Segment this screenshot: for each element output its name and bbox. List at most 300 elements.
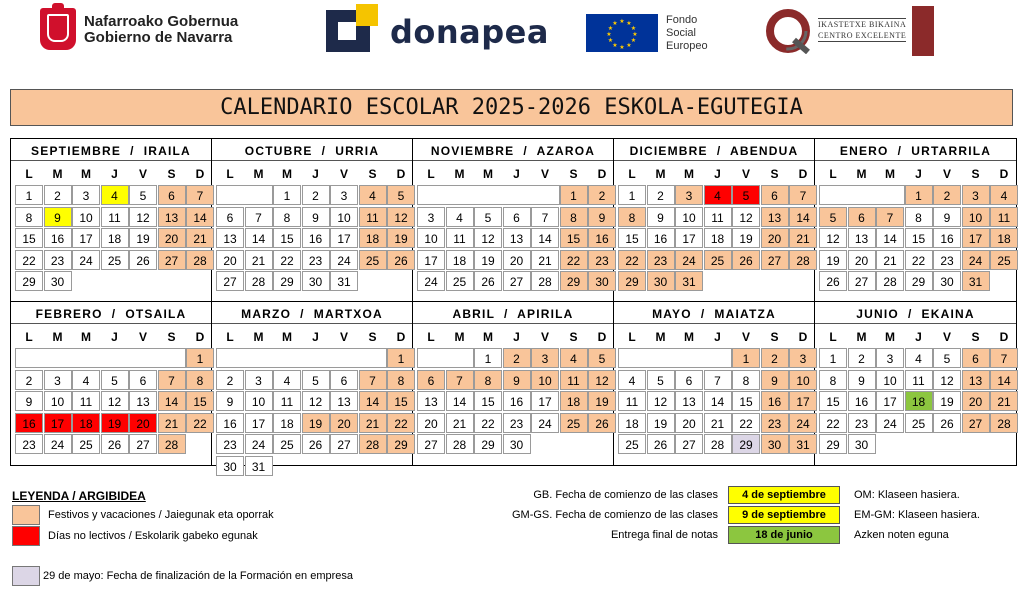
holiday-day-cell: 15 [560,228,588,248]
svg-text:★: ★ [607,37,614,44]
holiday-day-cell: 23 [647,250,675,270]
day-cell: 17 [531,391,559,411]
holiday-day-cell: 5 [819,207,847,227]
holiday-day-cell: 12 [588,370,616,390]
holiday-day-cell: 25 [560,413,588,433]
weekday-label: S [368,330,377,344]
day-cell: 26 [129,250,157,270]
day-cell: 19 [933,391,961,411]
holiday-day-cell: 27 [158,250,186,270]
day-cell: 9 [933,207,961,227]
day-cell: 27 [848,271,876,291]
holiday-day-cell: 19 [302,413,330,433]
day-cell: 15 [618,228,646,248]
day-cell: 18 [101,228,129,248]
day-cell: 28 [531,271,559,291]
holiday-day-cell: 7 [446,370,474,390]
holiday-day-cell: 7 [158,370,186,390]
holiday-day-cell: 3 [962,185,990,205]
day-cell: 23 [503,413,531,433]
holiday-day-cell: 3 [789,348,817,368]
day-cell: 5 [302,370,330,390]
weekday-label: J [312,330,319,344]
ikastetxe-seal-icon [764,8,816,54]
day-cell: 18 [446,250,474,270]
day-cell: 18 [618,413,646,433]
holiday-day-cell: 8 [560,207,588,227]
day-cell: 25 [618,434,646,454]
day-cell: 28 [876,271,904,291]
weekday-label: J [111,330,118,344]
day-cell: 3 [72,185,100,205]
weekday-label: D [195,167,205,181]
day-cell: 6 [330,370,358,390]
day-cell: 17 [330,228,358,248]
holiday-day-cell: 28 [990,413,1018,433]
day-cell: 21 [446,413,474,433]
weekday-label: M [856,167,867,181]
month-block [212,302,413,474]
weekday-label: M [684,330,694,344]
svg-text:★: ★ [632,31,638,38]
holiday-day-cell: 21 [186,228,214,248]
weekday-label: D [195,330,205,344]
day-cell: 1 [474,348,502,368]
day-cell: 27 [417,434,445,454]
day-cell: 15 [905,228,933,248]
weekday-label: M [52,330,63,344]
day-cell: 23 [933,250,961,270]
day-cell: 18 [273,413,301,433]
month-block [413,302,614,465]
donapea-logo-text: donapea [390,13,549,51]
day-cell: 26 [819,271,847,291]
day-cell: 16 [216,413,244,433]
navarra-shield-icon [40,8,76,50]
day-cell: 27 [330,434,358,454]
day-cell: 22 [732,413,760,433]
legend-title: LEYENDA / ARGIBIDEA [12,489,146,503]
day-cell: 24 [245,434,273,454]
day-cell: 16 [302,228,330,248]
holiday-day-cell: 29 [618,271,646,291]
day-cell: 19 [647,413,675,433]
day-cell: 23 [848,413,876,433]
day-cell: 6 [129,370,157,390]
svg-text:★: ★ [630,37,637,44]
day-cell: 12 [732,207,760,227]
day-cell: 10 [44,391,72,411]
holiday-day-cell: 1 [560,185,588,205]
day-cell: 21 [245,250,273,270]
holiday-day-cell: 31 [675,271,703,291]
month-name: MARZO / MARTXOA [212,302,412,324]
day-cell: 4 [72,370,100,390]
holiday-day-cell: 21 [990,391,1018,411]
day-cell: 17 [876,391,904,411]
fse-logo-text [666,14,708,53]
holiday-day-cell: 17 [789,391,817,411]
day-cell: 30 [302,271,330,291]
holiday-day-cell: 27 [761,250,789,270]
weekday-label: J [312,167,319,181]
day-cell: 16 [647,228,675,248]
day-cell: 16 [933,228,961,248]
day-cell: 12 [302,391,330,411]
weekday-label: M [52,167,63,181]
day-cell: 3 [417,207,445,227]
day-cell: 7 [704,370,732,390]
day-cell: 1 [15,185,43,205]
weekday-label: L [427,167,435,181]
holiday-day-cell: 8 [474,370,502,390]
day-cell: 9 [216,391,244,411]
day-cell: 1 [618,185,646,205]
day-cell: 27 [129,434,157,454]
holiday-day-cell: 14 [186,207,214,227]
holiday-day-cell: 15 [387,391,415,411]
day-cell: 12 [819,228,847,248]
day-cell: 25 [273,434,301,454]
legend-nolective-text: Días no lectivos / Eskolarik gabeko egunak [48,530,258,542]
holiday-day-cell: 21 [789,228,817,248]
day-cell: 10 [417,228,445,248]
holiday-day-cell: 18 [990,228,1018,248]
day-cell: 2 [216,370,244,390]
empty-cell [15,348,186,368]
weekday-label: V [339,167,348,181]
day-cell: 23 [302,250,330,270]
holiday-day-cell: 22 [560,250,588,270]
weekday-label: V [339,330,348,344]
donapea-mark-icon [326,4,378,52]
day-cell: 14 [531,228,559,248]
day-cell: 27 [216,271,244,291]
legend-holiday-text: Festivos y vacaciones / Jaiegunak eta oporrak [48,509,274,521]
weekday-label: M [655,330,666,344]
weekday-label: S [770,330,779,344]
day-cell: 4 [273,370,301,390]
weekday-label: D [396,330,406,344]
day-cell: 13 [216,228,244,248]
month-block [614,139,815,302]
holiday-day-cell: 23 [588,250,616,270]
svg-text:★: ★ [626,20,632,27]
day-cell: 15 [819,391,847,411]
holiday-day-cell: 13 [158,207,186,227]
weekday-label: M [454,167,465,181]
day-cell: 25 [905,413,933,433]
day-cell: 15 [732,391,760,411]
weekday-label: J [513,330,520,344]
day-cell: 2 [848,348,876,368]
holiday-day-cell: 5 [387,185,415,205]
day-cell: 21 [704,413,732,433]
holiday-day-cell: 2 [503,348,531,368]
holiday-day-cell: 18 [560,391,588,411]
day-cell: 11 [704,207,732,227]
holiday-day-cell: 10 [789,370,817,390]
holiday-day-cell: 31 [789,434,817,454]
month-block [11,139,212,302]
info-label-gb: GB. Fecha de comienzo de las clases [533,489,718,501]
day-cell: 24 [44,434,72,454]
ikastetxe-line: IKASTETXE BIKAINA [818,20,907,29]
day-cell: 30 [848,434,876,454]
svg-text:★: ★ [619,18,625,25]
holiday-day-cell: 20 [962,391,990,411]
day-cell: 2 [15,370,43,390]
info-label-gm: GM-GS. Fecha de comienzo de las clases [511,509,718,521]
day-cell: 9 [848,370,876,390]
weekday-label: M [483,330,493,344]
day-cell: 29 [273,271,301,291]
day-cell: 12 [101,391,129,411]
holiday-day-cell: 3 [531,348,559,368]
day-cell: 12 [474,228,502,248]
day-cell: 1 [819,348,847,368]
weekday-label: M [282,167,292,181]
day-cell: 9 [15,391,43,411]
holiday-day-cell: 20 [761,228,789,248]
month-name: SEPTIEMBRE / IRAILA [11,139,211,161]
day-cell: 30 [933,271,961,291]
day-cell: 13 [675,391,703,411]
no-lective-day-cell: 16 [15,413,43,433]
weekday-label: S [167,167,176,181]
legend-internship-text: 29 de mayo: Fecha de finalización de la Formación en empresa [43,570,354,582]
holiday-day-cell: 26 [732,250,760,270]
holiday-day-cell: 29 [387,434,415,454]
holiday-day-cell: 18 [359,228,387,248]
day-cell: 14 [245,228,273,248]
holiday-day-cell: 1 [732,348,760,368]
weekday-label: D [597,330,607,344]
day-cell: 15 [474,391,502,411]
weekday-label: S [971,167,980,181]
month-block [212,139,413,302]
day-cell: 6 [503,207,531,227]
day-cell: 16 [848,391,876,411]
weekday-label: L [427,330,435,344]
weekday-label: M [483,167,493,181]
holiday-day-cell: 20 [330,413,358,433]
no-lective-day-cell: 17 [44,413,72,433]
day-cell: 14 [876,228,904,248]
empty-cell [819,185,905,205]
day-cell: 19 [474,250,502,270]
class-start-day-cell: 4 [101,185,129,205]
weekday-label: M [885,167,895,181]
day-cell: 2 [647,185,675,205]
holiday-day-cell: 17 [962,228,990,248]
day-cell: 17 [417,250,445,270]
day-cell: 19 [732,228,760,248]
day-cell: 27 [503,271,531,291]
day-cell: 9 [302,207,330,227]
weekday-label: L [829,330,837,344]
day-cell: 5 [129,185,157,205]
holiday-day-cell: 30 [761,434,789,454]
holiday-day-cell: 28 [789,250,817,270]
day-cell: 2 [302,185,330,205]
day-cell: 22 [474,413,502,433]
month-name: NOVIEMBRE / AZAROA [413,139,613,161]
info-eu-gm: EM-GM: Klaseen hasiera. [854,509,980,521]
day-cell: 5 [647,370,675,390]
holiday-day-cell: 20 [158,228,186,248]
day-cell: 26 [101,434,129,454]
holiday-day-cell: 8 [387,370,415,390]
weekday-label: S [569,167,578,181]
weekday-label: M [81,330,91,344]
day-cell: 28 [704,434,732,454]
month-name: ENERO / URTARRILA [815,139,1016,161]
day-cell: 19 [129,228,157,248]
day-cell: 11 [905,370,933,390]
info-date-gm: 9 de septiembre [728,506,840,524]
holiday-day-cell: 2 [761,348,789,368]
day-cell: 9 [647,207,675,227]
day-cell: 10 [72,207,100,227]
month-name: MAYO / MAIATZA [614,302,814,324]
holiday-day-cell: 2 [588,185,616,205]
month-block [614,302,815,465]
info-label-grades: Entrega final de notas [610,529,718,541]
holiday-day-cell: 8 [186,370,214,390]
day-cell: 10 [330,207,358,227]
weekday-label: M [684,167,694,181]
info-eu-gb: OM: Klaseen hasiera. [854,489,960,501]
day-cell: 23 [44,250,72,270]
holiday-day-cell: 30 [588,271,616,291]
weekday-label: D [396,167,406,181]
holiday-day-cell: 9 [588,207,616,227]
weekday-label: J [915,167,922,181]
day-cell: 2 [44,185,72,205]
day-cell: 11 [618,391,646,411]
holiday-day-cell: 24 [675,250,703,270]
navarra-logo-text [84,14,238,46]
day-cell: 13 [503,228,531,248]
weekday-label: S [167,330,176,344]
holiday-day-cell: 1 [186,348,214,368]
weekday-label: D [798,167,808,181]
weekday-label: J [111,167,118,181]
holiday-day-cell: 31 [962,271,990,291]
day-cell: 10 [876,370,904,390]
day-cell: 4 [905,348,933,368]
weekday-label: V [540,167,549,181]
day-cell: 20 [503,250,531,270]
day-cell: 18 [704,228,732,248]
holiday-day-cell: 4 [990,185,1018,205]
month-name: DICIEMBRE / ABENDUA [614,139,814,161]
holiday-day-cell: 13 [761,207,789,227]
weekday-label: M [282,330,292,344]
month-block [11,302,212,465]
weekday-label: J [714,167,721,181]
weekday-label: S [368,167,377,181]
day-cell: 8 [15,207,43,227]
holiday-day-cell: 29 [560,271,588,291]
no-lective-day-cell: 20 [129,413,157,433]
day-cell: 22 [15,250,43,270]
day-cell: 23 [15,434,43,454]
weekday-label: V [138,167,147,181]
day-cell: 17 [245,413,273,433]
day-cell: 28 [446,434,474,454]
day-cell: 26 [933,413,961,433]
day-cell: 17 [72,228,100,248]
day-cell: 16 [503,391,531,411]
empty-cell [216,185,273,205]
holiday-day-cell: 21 [359,413,387,433]
holiday-day-cell: 16 [761,391,789,411]
day-cell: 28 [245,271,273,291]
holiday-day-cell: 25 [704,250,732,270]
eu-flag-icon [586,14,658,52]
no-lective-day-cell: 5 [732,185,760,205]
day-cell: 4 [618,370,646,390]
empty-cell [417,185,560,205]
info-date-grades: 18 de junio [728,526,840,544]
holiday-day-cell: 19 [387,228,415,248]
holiday-day-cell: 13 [962,370,990,390]
day-cell: 20 [216,250,244,270]
holiday-day-cell: 30 [647,271,675,291]
day-cell: 24 [330,250,358,270]
day-cell: 29 [905,271,933,291]
legend-holiday-swatch [12,505,40,525]
weekday-label: V [942,167,951,181]
weekday-label: L [226,330,234,344]
holiday-day-cell: 4 [560,348,588,368]
day-cell: 10 [245,391,273,411]
weekday-label: L [628,330,636,344]
day-cell: 30 [216,456,244,476]
day-cell: 7 [531,207,559,227]
holiday-day-cell: 12 [387,207,415,227]
holiday-day-cell: 24 [789,413,817,433]
day-cell: 5 [474,207,502,227]
day-cell: 14 [446,391,474,411]
day-cell: 11 [273,391,301,411]
day-cell: 17 [675,228,703,248]
holiday-day-cell: 25 [990,250,1018,270]
month-name: OCTUBRE / URRIA [212,139,412,161]
holiday-day-cell: 7 [186,185,214,205]
weekday-label: L [25,167,33,181]
holiday-day-cell: 6 [848,207,876,227]
day-cell: 30 [503,434,531,454]
month-name: ABRIL / APIRILA [413,302,613,324]
day-cell: 24 [531,413,559,433]
holiday-day-cell: 3 [675,185,703,205]
month-name: FEBRERO / OTSAILA [11,302,211,324]
holiday-day-cell: 19 [588,391,616,411]
svg-text:★: ★ [626,42,632,49]
holiday-day-cell: 6 [158,185,186,205]
ikastetxe-line: CENTRO EXCELENTE [818,31,907,40]
holiday-day-cell: 28 [158,434,186,454]
month-block [815,139,1016,302]
day-cell: 22 [905,250,933,270]
holiday-day-cell: 28 [186,250,214,270]
weekday-label: L [829,167,837,181]
holiday-day-cell: 23 [761,413,789,433]
day-cell: 8 [273,207,301,227]
